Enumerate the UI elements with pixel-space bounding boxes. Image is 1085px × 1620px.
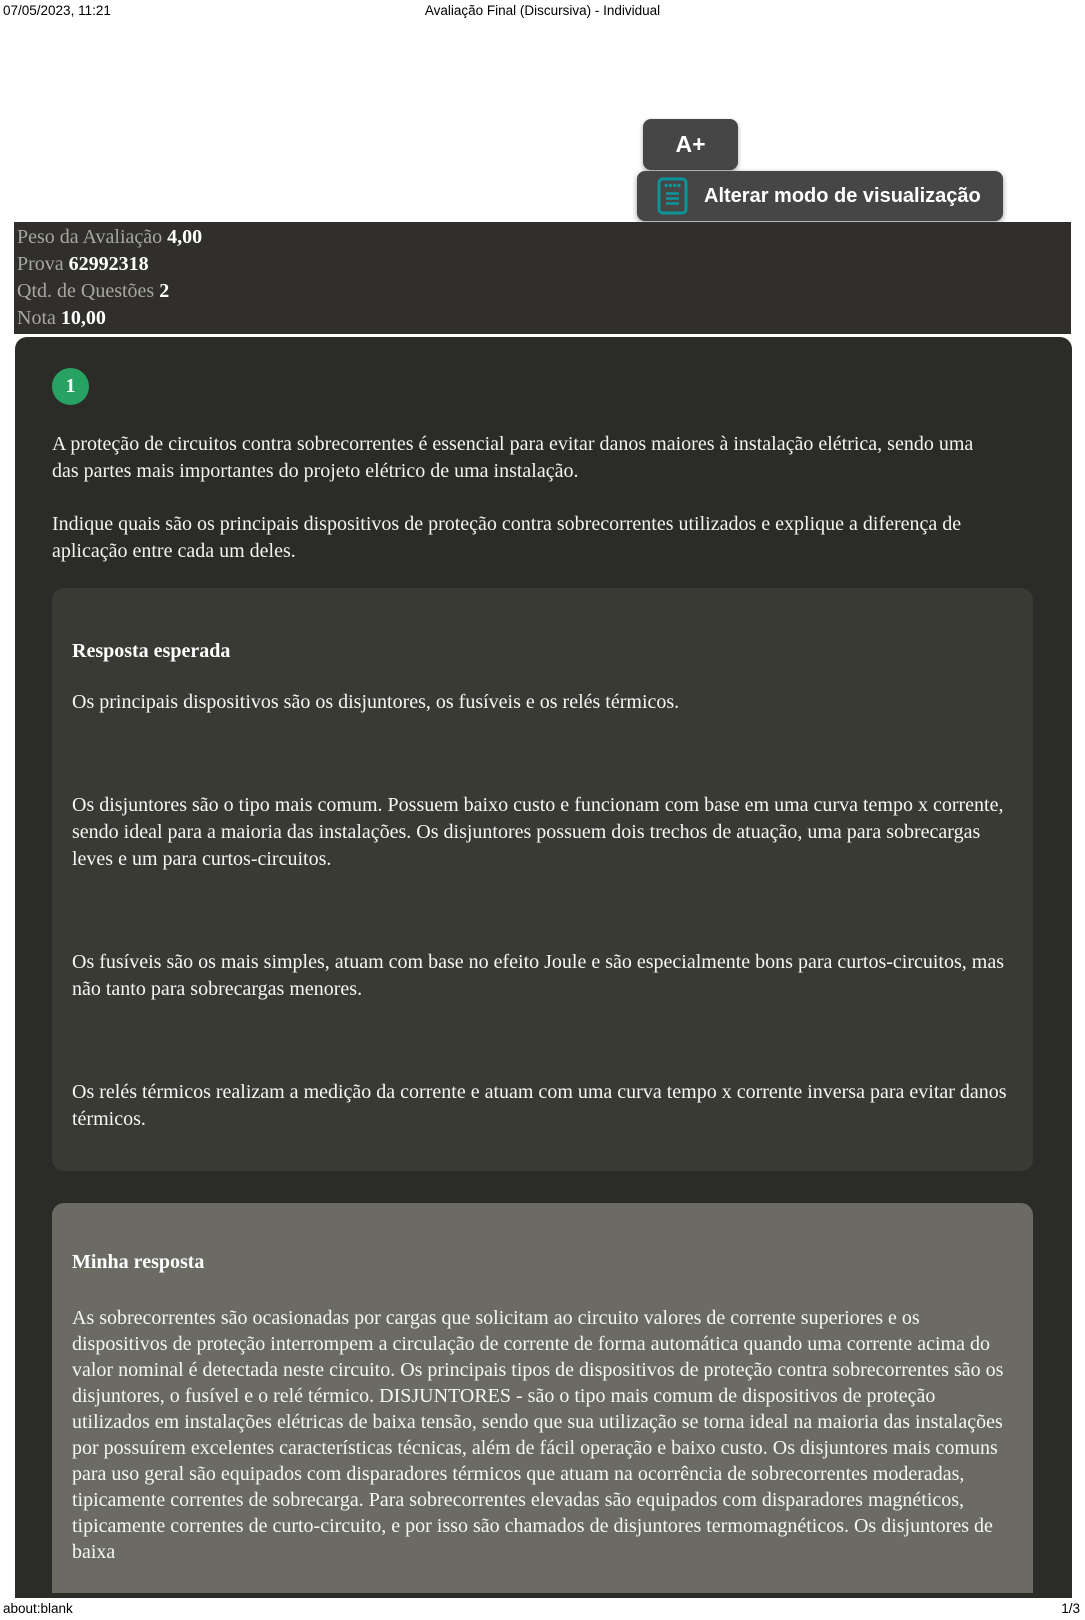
my-answer-title: Minha resposta: [72, 1251, 205, 1273]
question-paragraph: Indique quais são os principais dispositivos de proteção contra sobrecorrentes utilizados e explique a diferença de aplicação entre cada um deles.: [52, 513, 962, 562]
expected-answer-paragraph: Os principais dispositivos são os disjuntores, os fusíveis e os relés térmicos.: [72, 691, 680, 713]
question-paragraph: A proteção de circuitos contra sobrecorrentes é essencial para evitar danos maiores à instalação elétrica, sendo uma das partes mais importantes do projeto elétrico de uma instalação.: [52, 433, 974, 482]
expected-answer-title: Resposta esperada: [72, 640, 231, 662]
exam-info-row-exam-id: Prova 62992318: [17, 253, 149, 275]
expected-answer-paragraph: Os relés térmicos realizam a medição da corrente e atuam com uma curva tempo x corrente inversa para evitar danos térmicos.: [72, 1081, 1007, 1130]
font-increase-label: A+: [675, 131, 706, 157]
print-url: about:blank: [3, 1601, 73, 1616]
exam-info-panel: [14, 222, 1071, 334]
change-view-mode-label: Alterar modo de visualização: [704, 184, 981, 207]
exam-info-row-weight: Peso da Avaliação 4,00: [17, 226, 203, 248]
expected-answer-box: [52, 588, 1033, 1171]
question-card: [15, 337, 1072, 1598]
question-number-badge: 1: [52, 368, 89, 405]
reader-mode-icon: [657, 177, 688, 215]
change-view-mode-button[interactable]: [637, 171, 1003, 221]
print-datetime: 07/05/2023, 11:21: [3, 3, 111, 18]
exam-info-row-question-count: Qtd. de Questões 2: [17, 280, 170, 302]
font-increase-button[interactable]: [643, 119, 738, 170]
question-statement: [52, 431, 997, 591]
my-answer-box: [52, 1203, 1033, 1593]
expected-answer-paragraph: Os fusíveis são os mais simples, atuam com base no efeito Joule e são especialmente bons para curtos-circuitos, mas não tanto para sobrecargas menores.: [72, 951, 1004, 1000]
page-title: Avaliação Final (Discursiva) - Individual: [424, 3, 661, 18]
exam-info-row-grade: Nota 10,00: [17, 307, 106, 329]
expected-answer-paragraph: Os disjuntores são o tipo mais comum. Possuem baixo custo e funcionam com base em uma curva tempo x corrente, sendo ideal para a maioria das instalações. Os disjuntores possuem dois trechos de atuação, uma para sobrecargas leves e um para curtos-circuitos.: [72, 794, 1004, 870]
my-answer-text: As sobrecorrentes são ocasionadas por cargas que solicitam ao circuito valores de corrente superiores e os dispositivos de proteção interrompem a circulação de corrente de forma automática quando uma corrente acima do valor nominal é detectada neste circuito. Os principais tipos de dispositivos de proteção contra sobrecorrentes são os disjuntores, o fusível e o relé térmico. DISJUNTORES - são o tipo mais comum de dispositivos de proteção utilizados em instalações elétricas de baixa tensão, sendo que sua utilização se torna ideal na maioria das instalações por possuírem excelentes características técnicas, além de fácil operação e baixo custo. Os disjuntores mais comuns para uso geral são equipados com disparadores térmicos que atuam na ocorrência de sobrecorrentes moderadas, tipicamente correntes de sobrecarga. Para sobrecorrentes elevadas são equipados com disparadores magnéticos, tipicamente correntes de curto-circuito, e por isso são chamados de disjuntores termomagnéticos. Os disjuntores de baixa: [72, 1307, 1004, 1563]
print-page-counter: 1/3: [1061, 1601, 1080, 1616]
